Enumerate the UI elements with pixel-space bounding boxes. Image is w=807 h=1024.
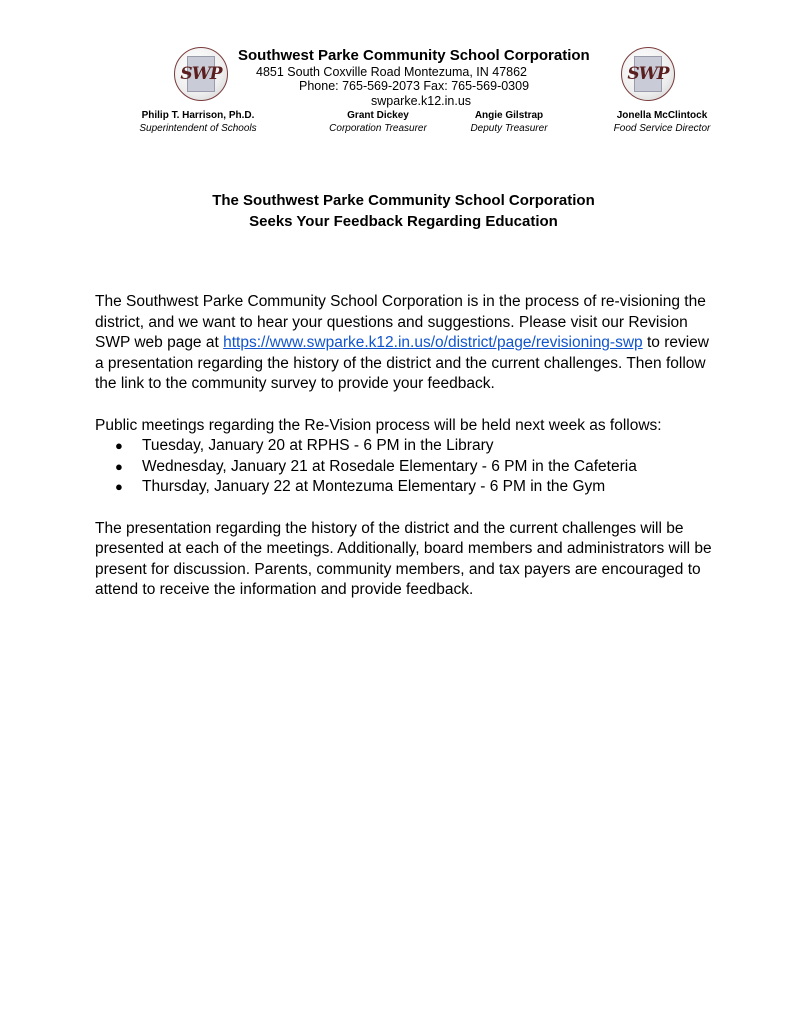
org-name: Southwest Parke Community School Corporation [238,47,590,64]
staff-name: Jonella McClintock [616,110,708,121]
intro-text-cont: to review a presentation regarding the history of the district and the current challenges. Then follow the link to the community survey to provide your feedback. [95,334,709,393]
document-title [0,190,807,232]
staff-food-service [614,109,711,135]
title-line-1: The Southwest Parke Community School Corporation [212,192,595,209]
org-website: swparke.k12.in.us [371,94,472,108]
meeting-item: ● Wednesday, January 21 at Rosedale Elementary - 6 PM in the Cafeteria [95,457,715,478]
staff-role: Superintendent of Schools [139,123,257,134]
org-phone: Phone: 765-569-2073 Fax: 765-569-0309 [299,79,530,93]
org-address: 4851 South Coxville Road Montezuma, IN 47862 [256,65,527,79]
staff-superintendent [139,109,256,135]
swp-logo-left [174,47,228,101]
staff-role: Corporation Treasurer [329,123,427,134]
logo-text: SWP [180,64,222,84]
meeting-item: ● Thursday, January 22 at Montezuma Elementary - 6 PM in the Gym [95,477,715,498]
meetings-intro: Public meetings regarding the Re-Vision process will be held next week as follows: [95,416,662,434]
meetings-list [95,436,715,498]
staff-treasurer [329,109,427,135]
staff-name: Philip T. Harrison, Ph.D. [141,110,255,121]
staff-role: Deputy Treasurer [470,123,548,134]
intro-text: The Southwest Parke Community School Corporation is in the process of re-visioning the district, and we want to hear your questions and suggestions. Please visit our Revision SWP web page at [95,293,706,352]
staff-deputy-treasurer [470,109,547,135]
revisioning-link[interactable]: https://www.swparke.k12.in.us/o/district/page/revisioning-swp [223,334,643,352]
paragraph-intro [95,292,715,395]
document-body [95,292,715,622]
staff-name: Grant Dickey [347,110,409,121]
logo-text: SWP [627,64,669,84]
staff-role: Food Service Director [613,123,711,134]
swp-logo-right [621,47,675,101]
paragraph-closing: The presentation regarding the history of the district and the current challenges will be presented at each of the meetings. Additionally, board members and administrators will be present for discussion. Parents, community members, and tax payers are encouraged to attend to receive the information and provide feedback. [95,519,712,599]
meeting-item: ● Tuesday, January 20 at RPHS - 6 PM in the Library [95,436,715,457]
title-line-2: Seeks Your Feedback Regarding Education [249,213,558,230]
staff-name: Angie Gilstrap [474,110,544,121]
